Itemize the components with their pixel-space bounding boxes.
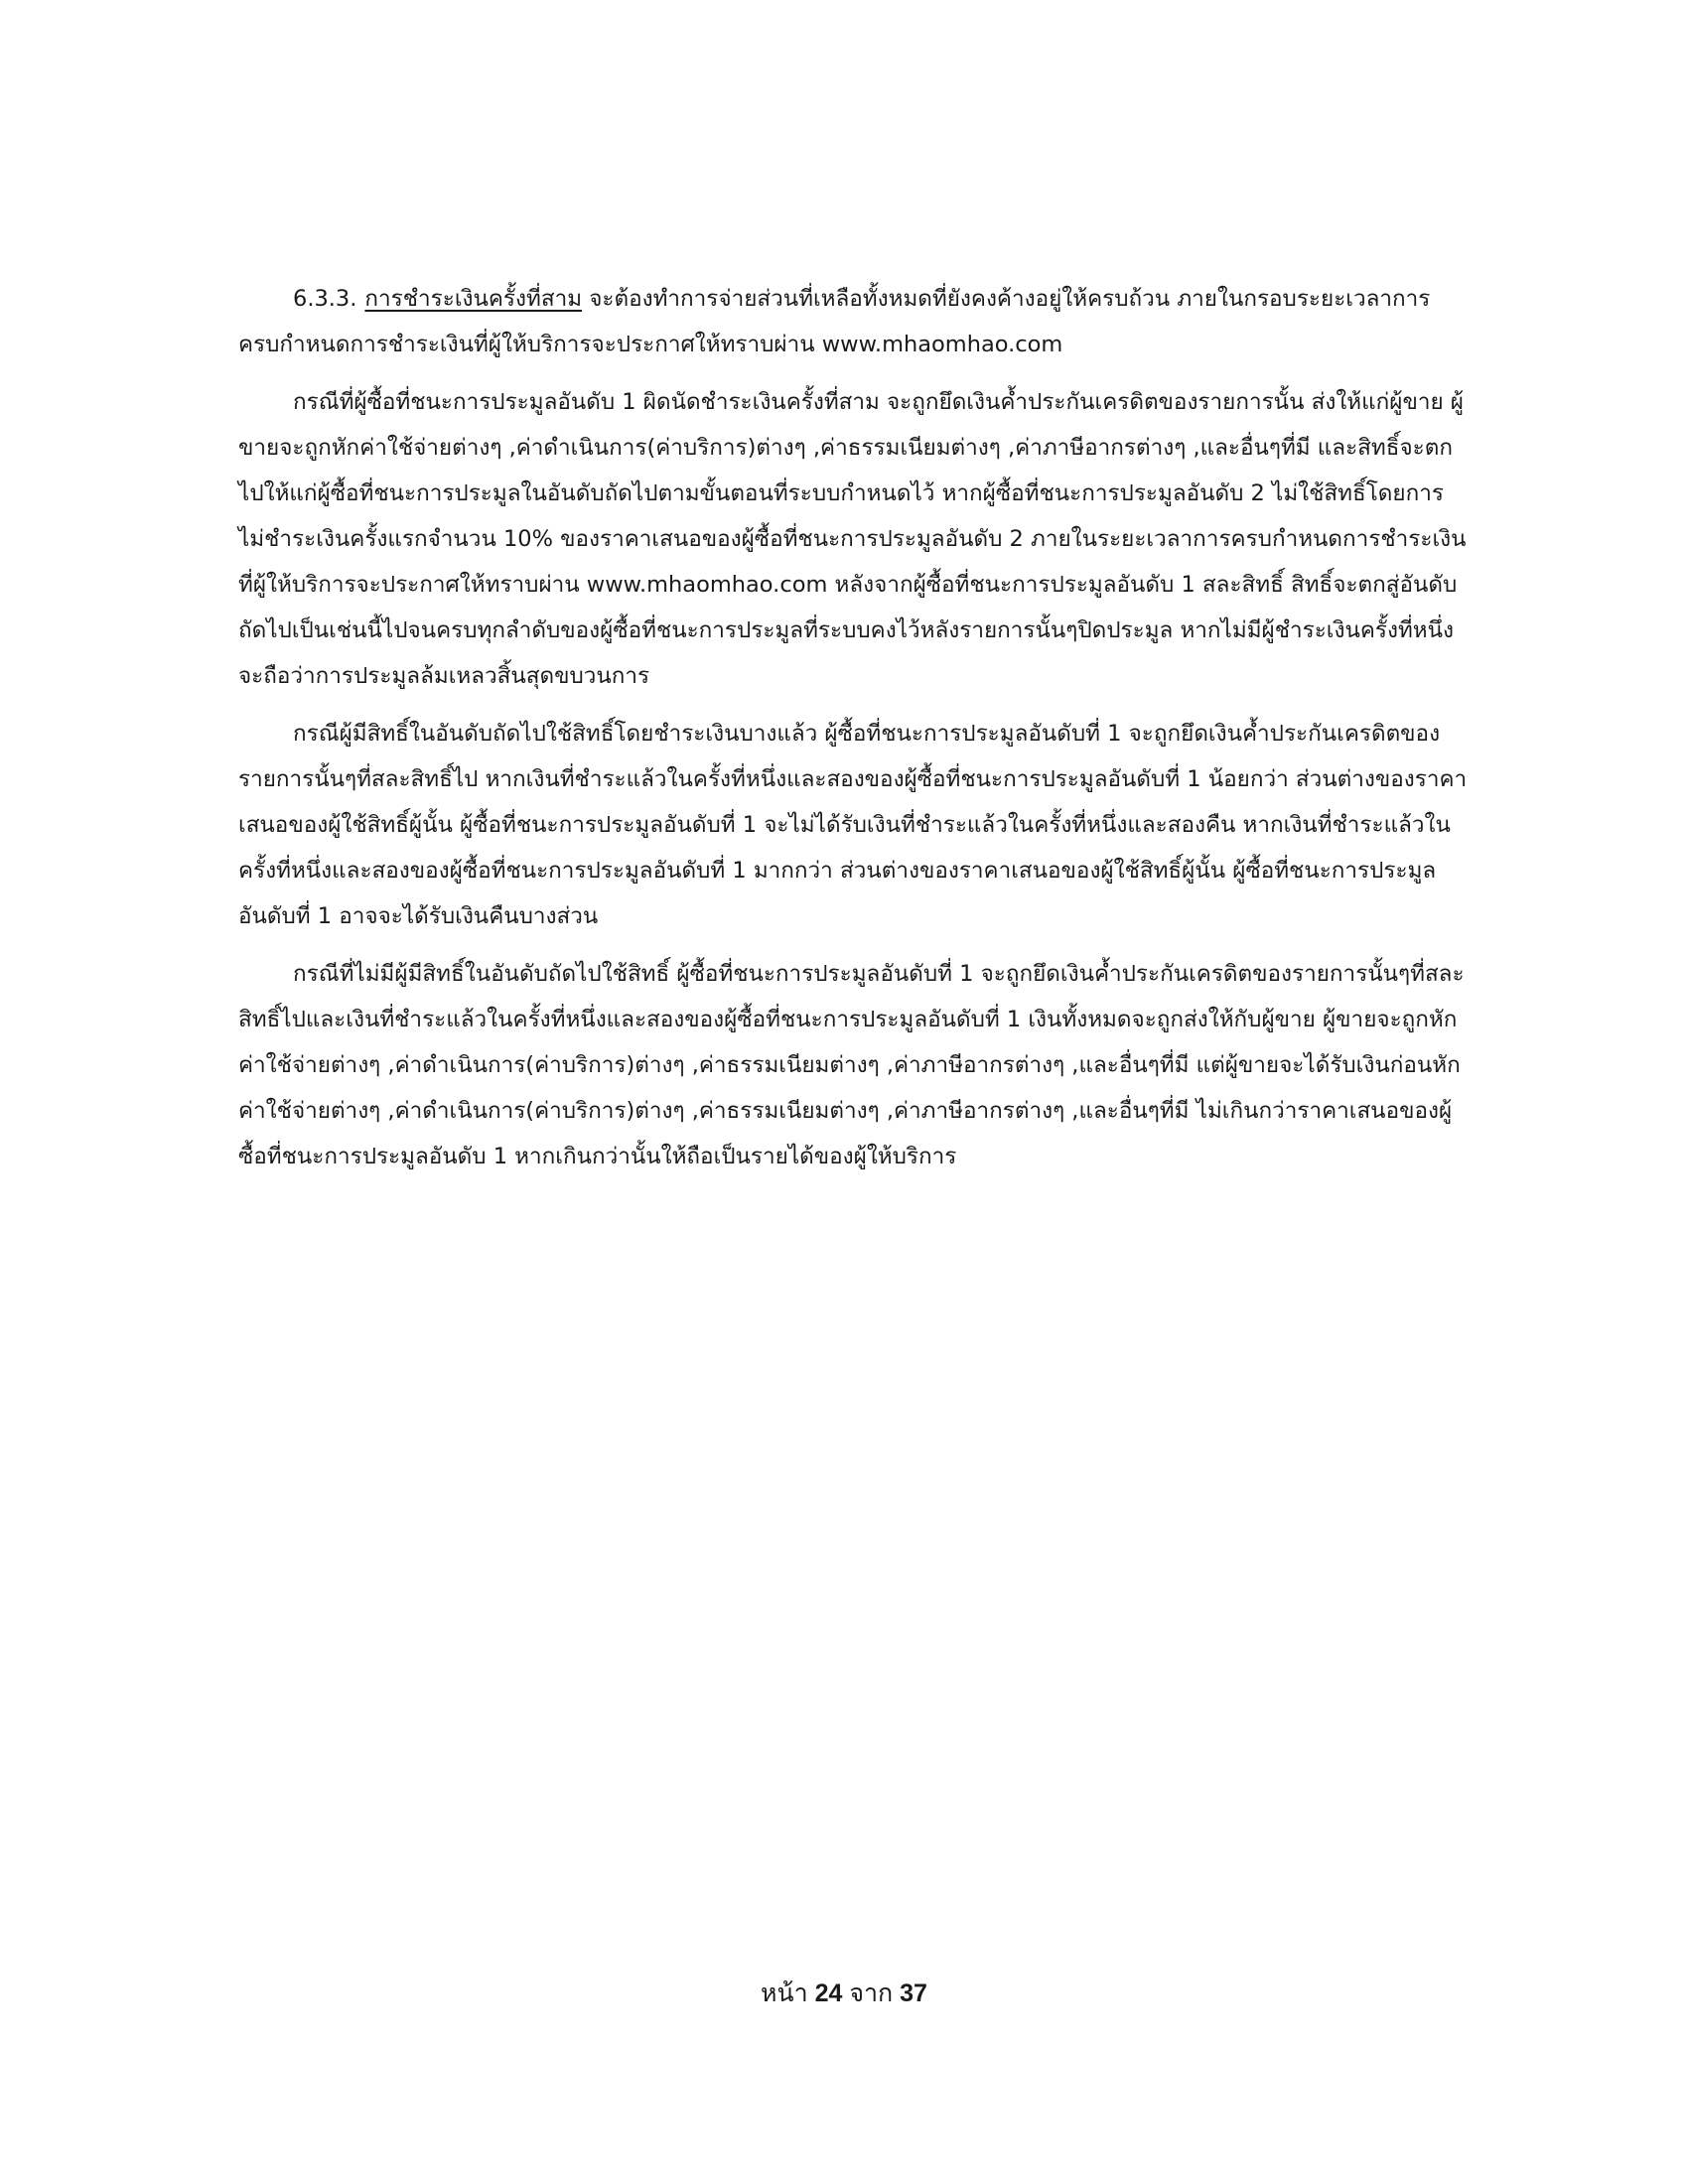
paragraph-no-next-rank: กรณีที่ไม่มีผู้มีสิทธิ์ในอันดับถัดไปใช้สิทธิ์ ผู้ซื้อที่ชนะการประมูลอันดับที่ 1 จะถูกยึดเงินค้ำประกันเครดิตของรายการนั้นๆที่สละสิทธิ์ไปและเงินที่ชำระแล้วในครั้งที่หนึ่งและสองของผู้ซื้อที่ชนะการประมูลอันดับที่ 1 เงินทั้งหมดจะถูกส่งให้กับผู้ขาย ผู้ขายจะถูกหักค่าใช้จ่ายต่างๆ ,ค่าดำเนินการ(ค่าบริการ)ต่างๆ ,ค่าธรรมเนียมต่างๆ ,ค่าภาษีอากรต่างๆ ,และอื่นๆที่มี แต่ผู้ขายจะได้รับเงินก่อนหักค่าใช้จ่ายต่างๆ ,ค่าดำเนินการ(ค่าบริการ)ต่างๆ ,ค่าธรรมเนียมต่างๆ ,ค่าภาษีอากรต่างๆ ,และอื่นๆที่มี ไม่เกินกว่าราคาเสนอของผู้ซื้อที่ชนะการประมูลอันดับ 1 หากเกินกว่านั้นให้ถือเป็นรายได้ของผู้ให้บริการ xyxy=(238,961,1465,1169)
footer-middle: จาก xyxy=(849,1979,894,2007)
section-text: จะต้องทำการจ่ายส่วนที่เหลือทั้งหมดที่ยังคงค้างอยู่ให้ครบถ้วน ภายในกรอบระยะเวลาการครบกำหนดการชำระเงินที่ผู้ให้บริการจะประกาศให้ทราบผ่าน www.mhaomhao.com xyxy=(238,286,1431,357)
page-total: 37 xyxy=(900,1979,927,2007)
section-paragraph xyxy=(238,276,1470,367)
paragraph-default-rank1: กรณีที่ผู้ซื้อที่ชนะการประมูลอันดับ 1 ผิดนัดชำระเงินครั้งที่สาม จะถูกยึดเงินค้ำประกันเครดิตของรายการนั้น ส่งให้แก่ผู้ขาย ผู้ขายจะถูกหักค่าใช้จ่ายต่างๆ ,ค่าดำเนินการ(ค่าบริการ)ต่างๆ ,ค่าธรรมเนียมต่างๆ ,ค่าภาษีอากรต่างๆ ,และอื่นๆที่มี และสิทธิ์จะตกไปให้แก่ผู้ซื้อที่ชนะการประมูลในอันดับถัดไปตามขั้นตอนที่ระบบกำหนดไว้ หากผู้ซื้อที่ชนะการประมูลอันดับ 2 ไม่ใช้สิทธิ์โดยการไม่ชำระเงินครั้งแรกจำนวน 10% ของราคาเสนอของผู้ซื้อที่ชนะการประมูลอันดับ 2 ภายในระยะเวลาการครบกำหนดการชำระเงินที่ผู้ให้บริการจะประกาศให้ทราบผ่าน www.mhaomhao.com หลังจากผู้ซื้อที่ชนะการประมูลอันดับ 1 สละสิทธิ์ สิทธิ์จะตกสู่อันดับถัดไปเป็นเช่นนี้ไปจนครบทุกลำดับของผู้ซื้อที่ชนะการประมูลที่ระบบคงไว้หลังรายการนั้นๆปิดประมูล หากไม่มีผู้ชำระเงินครั้งที่หนึ่งจะถือว่าการประมูลล้มเหลวสิ้นสุดขบวนการ xyxy=(238,389,1467,689)
page-number: 24 xyxy=(814,1979,843,2007)
document-body xyxy=(238,276,1470,1179)
page-footer xyxy=(0,1974,1688,2013)
footer-prefix: หน้า xyxy=(761,1979,808,2007)
section-title: การชำระเงินครั้งที่สาม xyxy=(364,286,583,312)
section-number: 6.3.3. xyxy=(293,286,357,312)
paragraph-next-rank-paid: กรณีผู้มีสิทธิ์ในอันดับถัดไปใช้สิทธิ์โดยชำระเงินบางแล้ว ผู้ซื้อที่ชนะการประมูลอันดับที่ 1 จะถูกยึดเงินค้ำประกันเครดิตของรายการนั้นๆที่สละสิทธิ์ไป หากเงินที่ชำระแล้วในครั้งที่หนึ่งและสองของผู้ซื้อที่ชนะการประมูลอันดับที่ 1 น้อยกว่า ส่วนต่างของราคาเสนอของผู้ใช้สิทธิ์ผู้นั้น ผู้ซื้อที่ชนะการประมูลอันดับที่ 1 จะไม่ได้รับเงินที่ชำระแล้วในครั้งที่หนึ่งและสองคืน หากเงินที่ชำระแล้วในครั้งที่หนึ่งและสองของผู้ซื้อที่ชนะการประมูลอันดับที่ 1 มากกว่า ส่วนต่างของราคาเสนอของผู้ใช้สิทธิ์ผู้นั้น ผู้ซื้อที่ชนะการประมูลอันดับที่ 1 อาจจะได้รับเงินคืนบางส่วน xyxy=(238,721,1468,929)
